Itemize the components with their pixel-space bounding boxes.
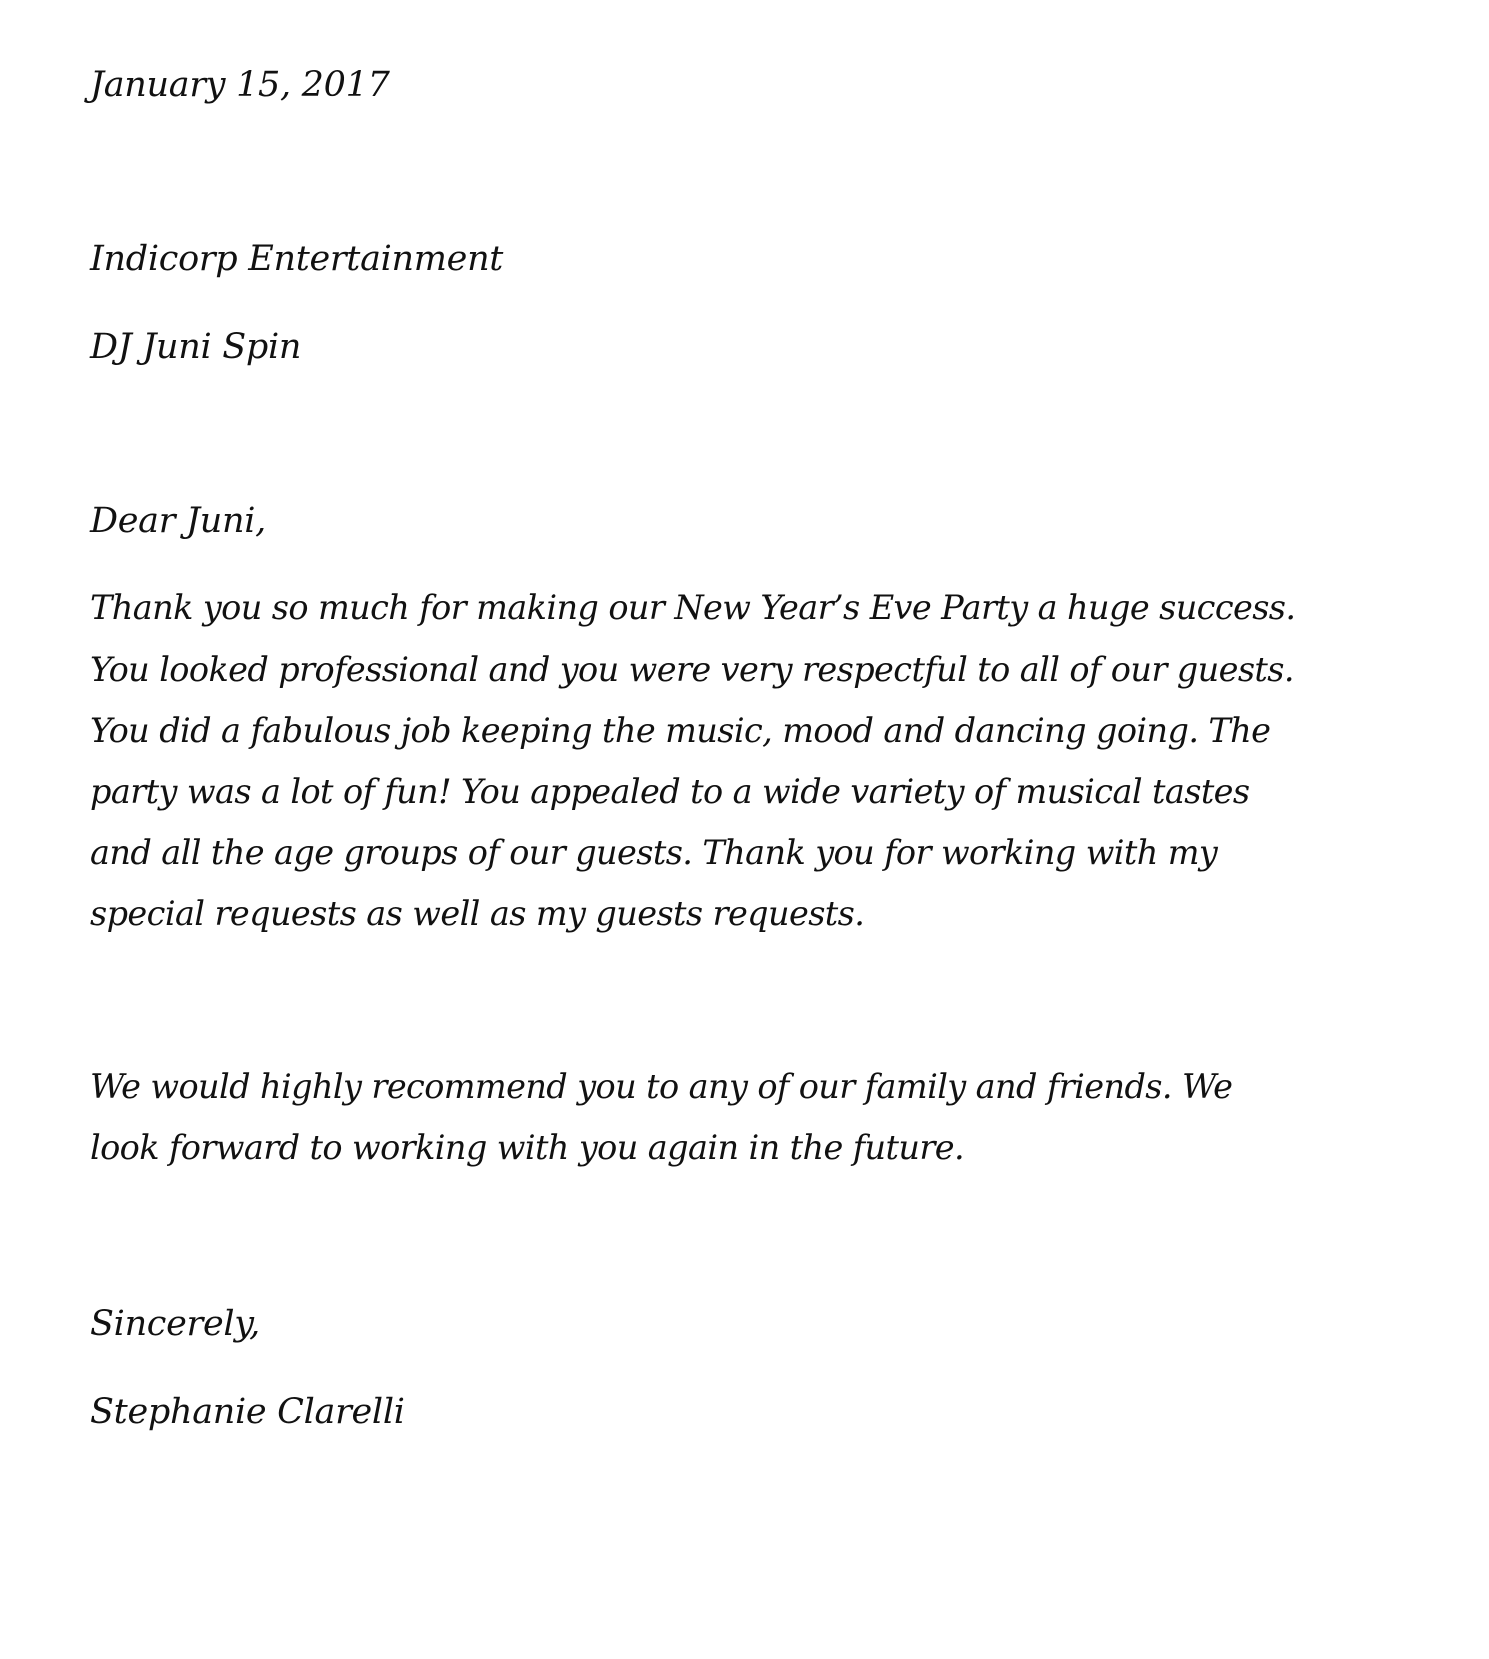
recipient-company: Indicorp Entertainment (90, 239, 504, 279)
closing: Sincerely, (90, 1304, 260, 1344)
paragraph-line: Thank you so much for making our New Year’s Eve Party a huge success. (90, 588, 1296, 627)
paragraph-line: special requests as well as my guests requests. (90, 894, 865, 933)
paragraph-line: You did a fabulous job keeping the music, mood and dancing going. The (90, 711, 1271, 750)
letter-date: January 15, 2017 (90, 65, 390, 105)
paragraph-line: You looked professional and you were very respectful to all of our guests. (90, 650, 1294, 689)
paragraph-line: We would highly recommend you to any of our family and friends. We (90, 1067, 1233, 1106)
salutation: Dear Juni, (90, 501, 266, 541)
signature-name: Stephanie Clarelli (90, 1392, 405, 1432)
paragraph-line: and all the age groups of our guests. Thank you for working with my (90, 833, 1218, 872)
paragraph-line: party was a lot of fun! You appealed to a wide variety of musical tastes (90, 772, 1250, 811)
paragraph-line: look forward to working with you again in the future. (90, 1128, 965, 1167)
recipient-name: DJ Juni Spin (90, 327, 302, 367)
